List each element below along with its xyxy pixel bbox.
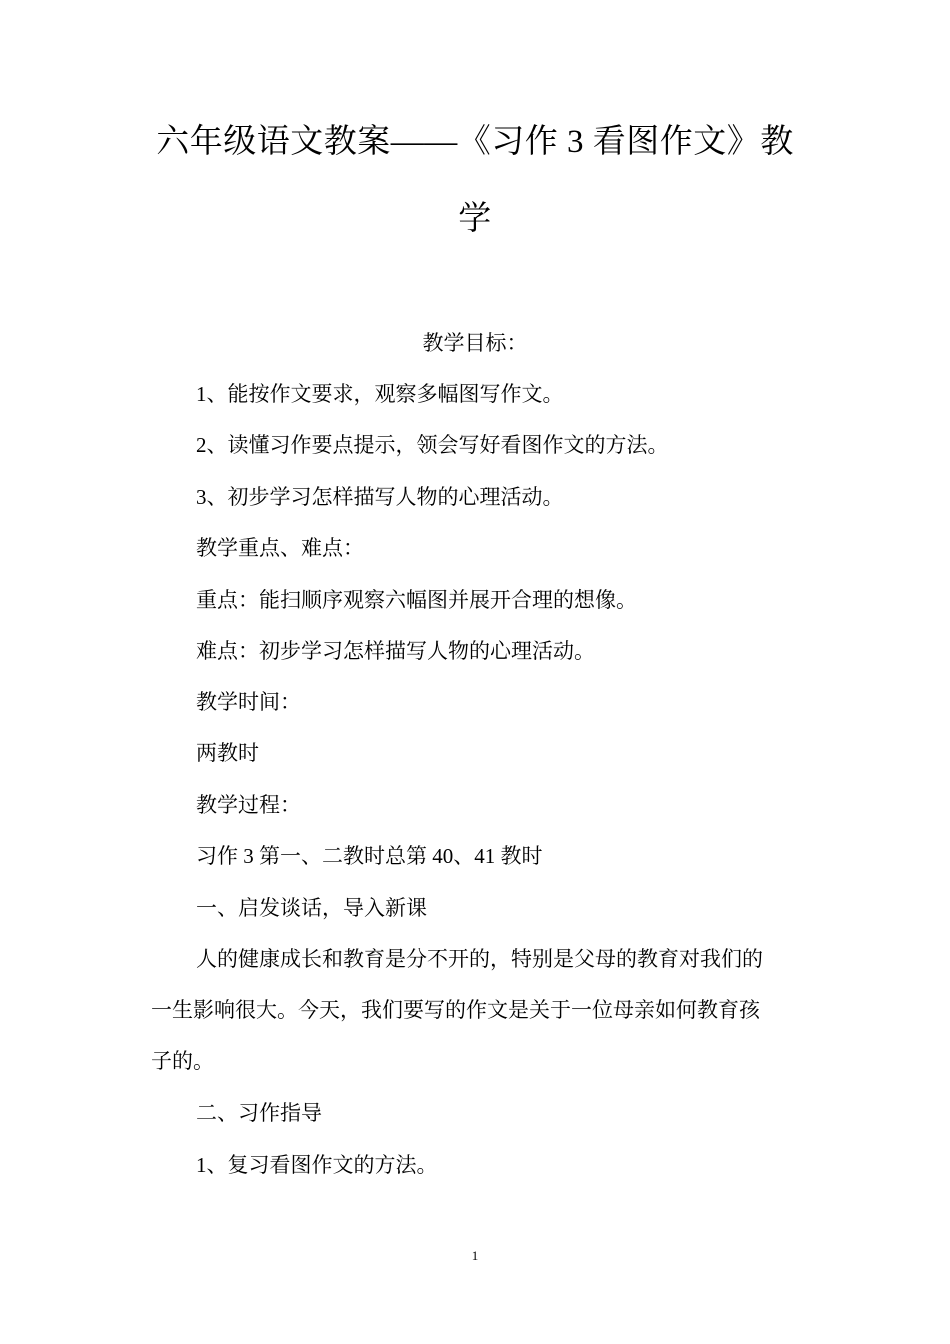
paragraph-line: 子的。: [151, 1049, 214, 1073]
objective-item: 1、能按作文要求，观察多幅图写作文。: [196, 382, 564, 406]
document-title-line-2: 学: [458, 201, 492, 237]
objective-item: 3、初步学习怎样描写人物的心理活动。: [196, 485, 564, 509]
paragraph-line: 一生影响很大。今天，我们要写的作文是关于一位母亲如何教育孩: [151, 998, 760, 1022]
difficult-point: 难点：初步学习怎样描写人物的心理活动。: [196, 639, 595, 663]
time-heading: 教学时间：: [196, 690, 301, 714]
section-2-item: 1、复习看图作文的方法。: [196, 1153, 438, 1177]
page-number: 1: [471, 1248, 479, 1263]
key-point: 重点：能扫顺序观察六幅图并展开合理的想像。: [196, 588, 637, 612]
session-label: 习作 3 第一、二教时总第 40、41 教时: [196, 844, 543, 868]
section-2-heading: 二、习作指导: [196, 1101, 322, 1125]
process-heading: 教学过程：: [196, 793, 301, 817]
objective-item: 2、读懂习作要点提示，领会写好看图作文的方法。: [196, 433, 669, 457]
section-1-heading: 一、启发谈话，导入新课: [196, 896, 427, 920]
key-points-heading: 教学重点、难点：: [196, 536, 364, 560]
document-title-line-1: 六年级语文教案——《习作 3 看图作文》教: [156, 124, 794, 160]
time-value: 两教时: [196, 741, 259, 765]
paragraph-line: 人的健康成长和教育是分不开的，特别是父母的教育对我们的: [196, 947, 763, 971]
objectives-heading: 教学目标：: [422, 331, 528, 355]
